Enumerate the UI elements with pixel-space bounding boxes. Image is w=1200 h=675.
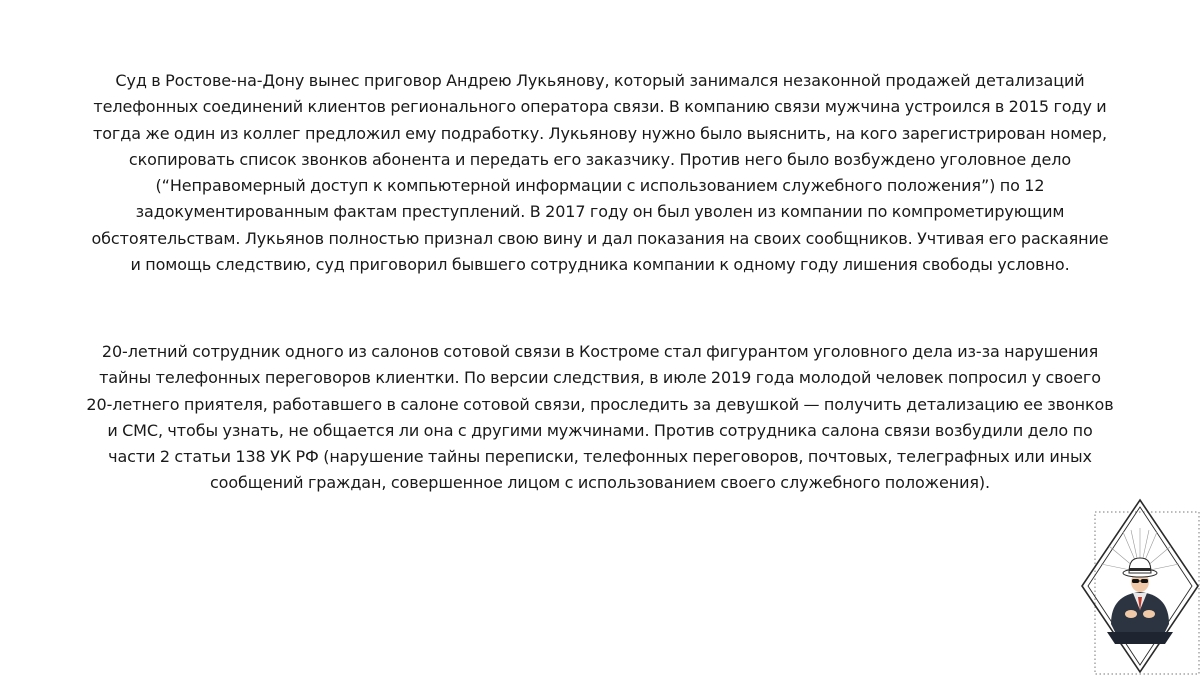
paragraph-kostroma-case: 20-летний сотрудник одного из салонов сотовой связи в Костроме стал фигурантом уголовного дела из-за нарушения тайны телефонных переговоров клиентки. По версии следствия, в июле 2019 года молодой человек попросил у своего 20-летнего приятеля, работавшего в салоне сотовой связи, проследить за девушкой — получить детализацию ее звонков и СМС, чтобы узнать, не общается ли она с другими мужчинами. Против сотрудника салона связи возбудили дело по части 2 статьи 138 УК РФ (нарушение тайны переписки, телефонных переговоров, почтовых, телеграфных или иных сообщений граждан, совершенное лицом с использованием своего служебного положения). [86, 342, 1114, 493]
man-in-hat-diamond-emblem-icon [1081, 498, 1200, 675]
emblem [1081, 498, 1200, 675]
paragraph-court-rostov: Суд в Ростове-на-Дону вынес приговор Андрею Лукьянову, который занимался незаконной продажей детализаций телефонных соединений клиентов регионального оператора связи. В компанию связи мужчина устроился в 2015 году и тогда же один из коллег предложил ему подработку. Лукьянову нужно было выяснить, на кого зарегистрирован номер, скопировать список звонков абонента и передать его заказчику. Против него было возбуждено уголовное дело (“Неправомерный доступ к компьютерной информации с использованием служебного положения”) по 12 задокументированным фактам преступлений. В 2017 году он был уволен из компании по компрометирующим обстоятельствам. Лукьянов полностью признал свою вину и дал показания на своих сообщников. Учтивая его раскаяние и помощь следствию, суд приговорил бывшего сотрудника компании к одному году лишения свободы условно. [91, 71, 1109, 275]
